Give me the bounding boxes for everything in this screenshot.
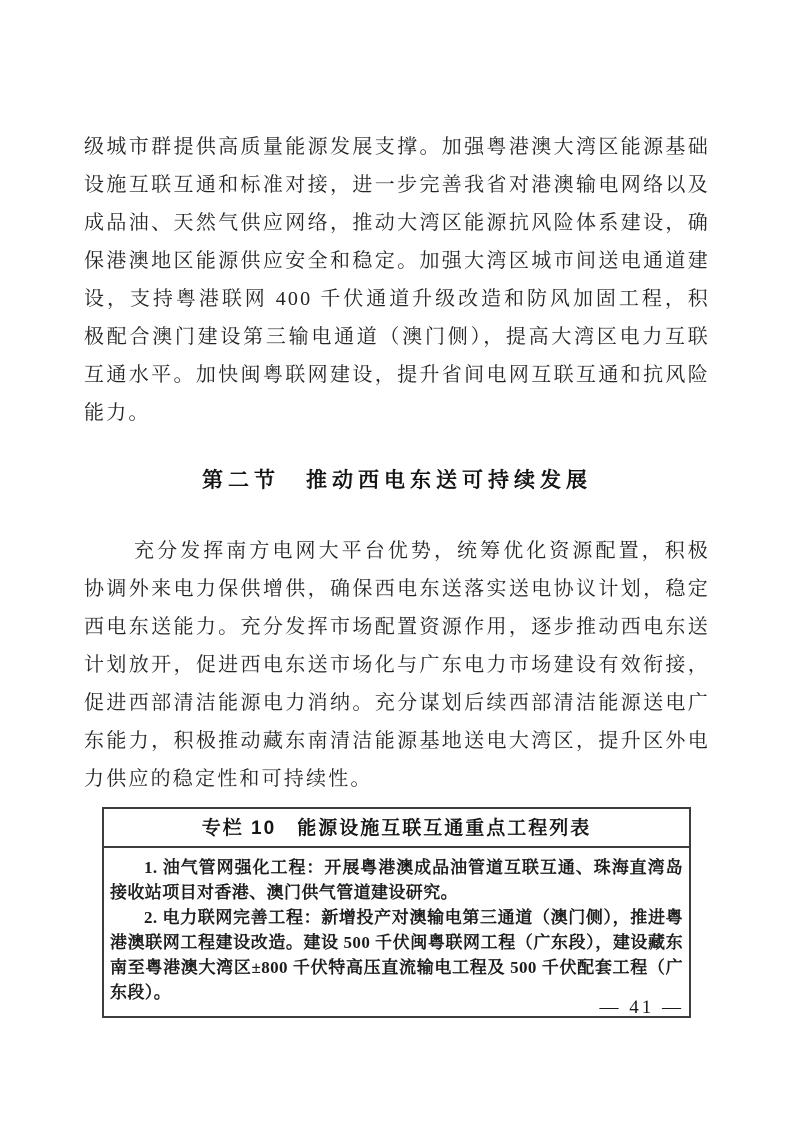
callout-box-title: 专栏 10 能源设施互联互通重点工程列表 [104, 809, 689, 848]
page-number: — 41 — [599, 997, 684, 1018]
paragraph-continuation: 级城市群提供高质量能源发展支撑。加强粤港澳大湾区能源基础设施互联互通和标准对接，进一步完善我省对港澳输电网络以及成品油、天然气供应网络，推动大湾区能源抗风险体系建设，确保港澳地区能源供应安全和稳定。加强大湾区城市间送电通道建设，支持粤港联网 400 千伏通道升级改造和防风加固工程，积极配合澳门建设第三输电通道（澳门侧），提高大湾区电力互联互通水平。加快闽粤联网建设，提升省间电网互联互通和抗风险能力。 [84, 136, 710, 424]
callout-item-power-grid: 2. 电力联网完善工程：新增投产对澳输电第三通道（澳门侧），推进粤港澳联网工程建设改造。建设 500 千伏闽粤联网工程（广东段），建设藏东南至粤港澳大湾区±800 千伏特高压直流输电工程及 500 千伏配套工程（广东段）。 [110, 908, 683, 1002]
callout-box [102, 807, 691, 1018]
paragraph-west-east-power: 充分发挥南方电网大平台优势，统筹优化资源配置，积极协调外来电力保供增供，确保西电东送落实送电协议计划，稳定西电东送能力。充分发挥市场配置资源作用，逐步推动西电东送计划放开，促进西电东送市场化与广东电力市场建设有效衔接，促进西部清洁能源电力消纳。充分谋划后续西部清洁能源送电广东能力，积极推动藏东南清洁能源基地送电大湾区，提升区外电力供应的稳定性和可持续性。 [84, 540, 710, 790]
callout-box-body [104, 848, 689, 1016]
section-heading: 第二节 推动西电东送可持续发展 [202, 469, 592, 492]
callout-item-oil-gas-pipeline: 1. 油气管网强化工程：开展粤港澳成品油管道互联互通、珠海直湾岛接收站项目对香港、澳门供气管道建设研究。 [110, 858, 683, 902]
